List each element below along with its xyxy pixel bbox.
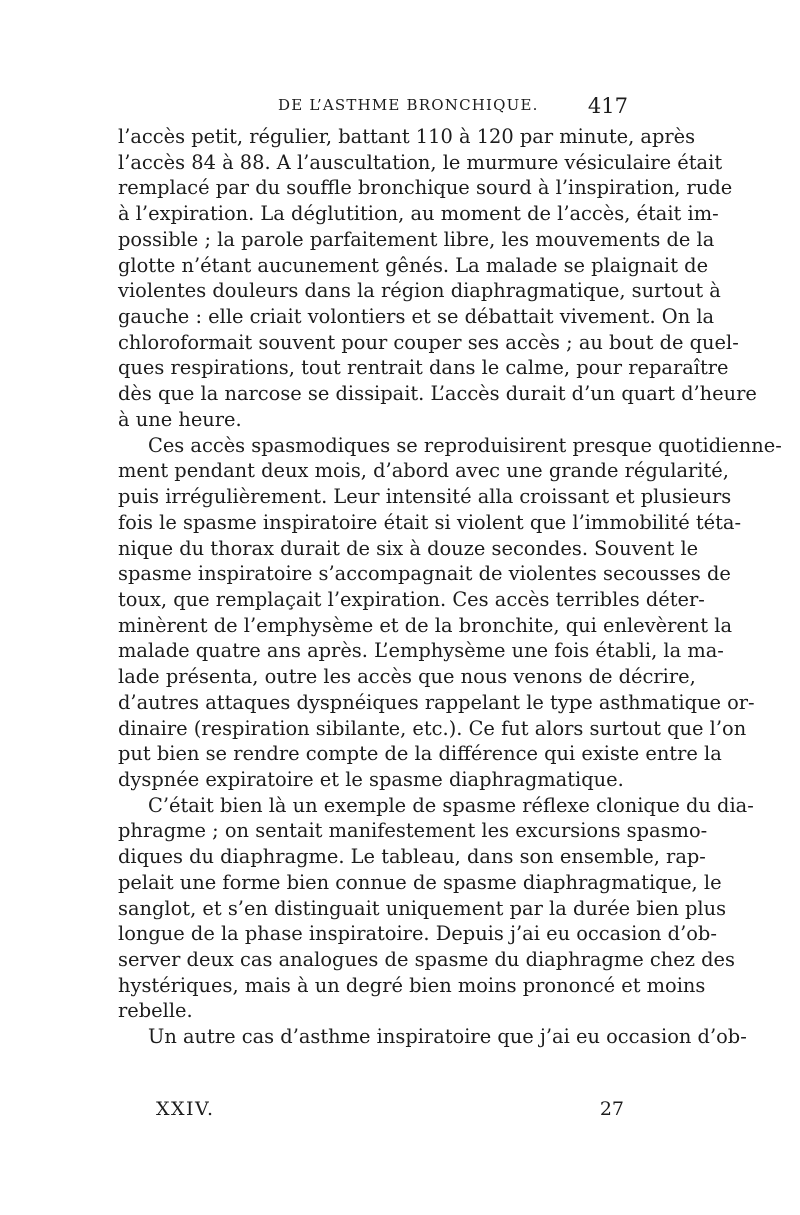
paragraph-4: [118, 1024, 747, 1050]
text-line: l’accès 84 à 88. A l’auscultation, le murmure vésiculaire était: [118, 150, 723, 174]
sheet-number: 27: [599, 1098, 624, 1120]
text-line: nique du thorax durait de six à douze secondes. Souvent le: [118, 536, 699, 560]
text-line: à l’expiration. La déglutition, au moment de l’accès, était im-: [118, 202, 719, 226]
paragraph-3: [118, 793, 754, 1024]
text-line: Un autre cas d’asthme inspiratoire que j’ai eu occasion d’ob-: [148, 1025, 747, 1049]
text-line: diques du diaphragme. Le tableau, dans son ensemble, rap-: [118, 845, 706, 869]
text-line: phragme ; on sentait manifestement les excursions spasmo-: [118, 819, 708, 843]
text-line: l’accès petit, régulier, battant 110 à 120 par minute, après: [118, 125, 696, 148]
text-line: sanglot, et s’en distinguait uniquement par la durée bien plus: [118, 896, 727, 920]
paragraph-2: [118, 433, 782, 793]
text-line: puis irrégulièrement. Leur intensité alla croissant et plusieurs: [118, 485, 732, 509]
text-line: lade présenta, outre les accès que nous venons de décrire,: [118, 665, 696, 689]
text-line: remplacé par du souffle bronchique sourd à l’inspiration, rude: [118, 176, 733, 200]
text-line: dyspnée expiratoire et le spasme diaphragmatique.: [118, 767, 624, 791]
text-line: possible ; la parole parfaitement libre, les mouvements de la: [118, 227, 715, 251]
text-line: rebelle.: [118, 999, 193, 1023]
text-line: toux, que remplaçait l’expiration. Ces accès terribles déter-: [118, 587, 705, 611]
text-line: glotte n’étant aucunement gênés. La malade se plaignait de: [118, 253, 709, 277]
text-line: pelait une forme bien connue de spasme diaphragmatique, le: [118, 870, 722, 894]
text-line: chloroformait souvent pour couper ses accès ; au bout de quel-: [118, 330, 739, 354]
signature-mark: XXIV.: [156, 1098, 215, 1120]
text-line: longue de la phase inspiratoire. Depuis j’ai eu occasion d’ob-: [118, 922, 717, 946]
text-line: dès que la narcose se dissipait. L’accès durait d’un quart d’heure: [118, 382, 757, 406]
text-line: gauche : elle criait volontiers et se débattait vivement. On la: [118, 305, 715, 329]
body-text: [118, 124, 782, 1050]
text-line: ment pendant deux mois, d’abord avec une grande régularité,: [118, 459, 729, 483]
text-line: server deux cas analogues de spasme du diaphragme chez des: [118, 948, 735, 971]
text-line: C’était bien là un exemple de spasme réflexe clonique du dia-: [148, 793, 754, 817]
page-footer: [118, 1098, 628, 1126]
text-line: violentes douleurs dans la région diaphragmatique, surtout à: [118, 279, 721, 303]
running-head: [118, 96, 628, 122]
text-line: malade quatre ans après. L’emphysème une fois établi, la ma-: [118, 639, 724, 663]
text-line: Ces accès spasmodiques se reproduisirent presque quotidienne-: [148, 433, 782, 457]
paragraph-1: [118, 124, 757, 433]
page-number: 417: [587, 94, 628, 118]
text-line: hystériques, mais à un degré bien moins prononcé et moins: [118, 973, 706, 997]
running-title: DE L’ASTHME BRONCHIQUE.: [278, 96, 539, 114]
text-line: minèrent de l’emphysème et de la bronchite, qui enlevèrent la: [118, 613, 733, 637]
text-line: d’autres attaques dyspnéiques rappelant le type asthmatique or-: [118, 690, 755, 714]
text-line: fois le spasme inspiratoire était si violent que l’immobilité téta-: [118, 510, 741, 534]
text-line: ques respirations, tout rentrait dans le calme, pour reparaître: [118, 356, 729, 380]
text-line: put bien se rendre compte de la différence qui existe entre la: [118, 742, 722, 766]
text-line: spasme inspiratoire s’accompagnait de violentes secousses de: [118, 562, 731, 586]
text-line: à une heure.: [118, 407, 242, 431]
text-line: dinaire (respiration sibilante, etc.). Ce fut alors surtout que l’on: [118, 716, 747, 740]
